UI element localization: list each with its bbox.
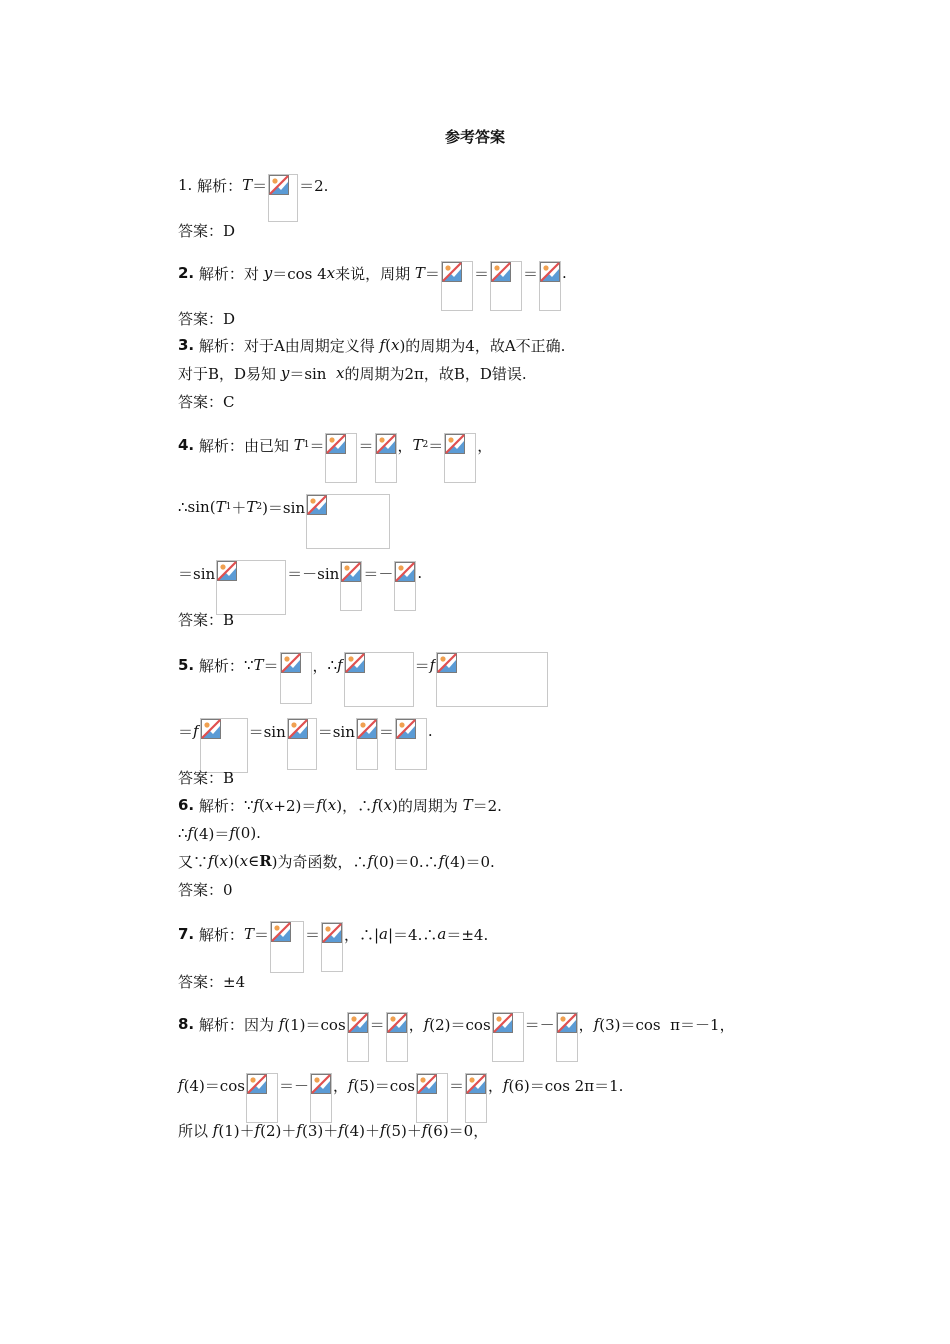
- var-f: f: [253, 796, 260, 814]
- var-x: x: [383, 796, 392, 814]
- text: (: [259, 796, 265, 814]
- therefore-symbol: ∴: [327, 656, 338, 674]
- solution-label: 解析：: [198, 925, 244, 944]
- q2-answer: 答案：D: [178, 309, 236, 328]
- var-T: T: [462, 796, 473, 814]
- formula-image: [356, 718, 378, 770]
- broken-image-icon: [269, 175, 289, 195]
- formula-image: [246, 1073, 278, 1123]
- text: 由已知: [243, 436, 294, 455]
- broken-image-icon: [417, 1074, 437, 1094]
- q3-solution-line: [178, 333, 565, 357]
- var-x: x: [326, 264, 336, 282]
- broken-image-icon: [466, 1074, 486, 1094]
- var-f: f: [208, 852, 214, 870]
- text: .: [417, 564, 423, 582]
- text: .: [427, 722, 433, 740]
- text: ，: [332, 1076, 348, 1095]
- var-T: T: [243, 925, 254, 943]
- var-f: f: [338, 1121, 344, 1139]
- var-T: T: [293, 436, 304, 454]
- text: ＝－: [278, 1076, 309, 1095]
- formula-image: [280, 652, 312, 704]
- text: ＝sin: [317, 722, 355, 741]
- broken-image-icon: [437, 653, 457, 673]
- text: (5)＝cos: [353, 1076, 415, 1095]
- equals: ＝: [424, 264, 440, 283]
- formula-image: [436, 652, 548, 707]
- equals: ＝: [358, 436, 374, 455]
- formula-image: [321, 922, 343, 972]
- var-x: x: [390, 336, 400, 354]
- var-T: T: [253, 656, 264, 674]
- formula-image: [556, 1012, 578, 1062]
- text: |＝4.∴: [388, 925, 438, 944]
- text: (: [377, 796, 384, 814]
- q6-answer: 答案：0: [178, 880, 233, 899]
- text: +2)＝: [273, 796, 317, 815]
- q6-solution-line-2: [178, 821, 261, 845]
- question-number: 7.: [178, 925, 195, 943]
- q2-solution-line: [178, 261, 567, 285]
- q7-solution-line: [178, 922, 488, 946]
- equals: ＝: [428, 436, 444, 455]
- page-title: 参考答案: [444, 128, 505, 146]
- var-f: f: [367, 852, 374, 870]
- text: ＝sin: [248, 722, 286, 741]
- formula-image: [465, 1073, 487, 1123]
- text: )(: [227, 852, 240, 870]
- text: (4)＝0.: [444, 852, 495, 871]
- solution-label: 解析：: [198, 336, 244, 355]
- equals: ＝: [378, 722, 394, 741]
- q3-solution-line-2: [178, 361, 527, 385]
- formula-image: [490, 261, 522, 311]
- formula-image: [340, 561, 362, 611]
- broken-image-icon: [307, 495, 327, 515]
- var-f: f: [438, 852, 445, 870]
- text: ，: [397, 436, 413, 455]
- text: ，: [578, 1015, 594, 1034]
- text: 来说，周期: [335, 264, 415, 283]
- text: (5)＋: [385, 1121, 422, 1140]
- formula-image: [386, 1012, 408, 1062]
- q4-answer: 答案：B: [178, 610, 235, 629]
- text: 所以: [178, 1121, 213, 1140]
- text: (2)＝cos: [429, 1015, 491, 1034]
- q8-solution-line-2: [178, 1073, 623, 1097]
- equals: ＝: [369, 1015, 385, 1034]
- text: )为奇函数，∴: [271, 852, 368, 871]
- subscript: 1: [303, 440, 310, 450]
- text: ＝2.: [472, 796, 502, 815]
- var-f: f: [423, 1015, 430, 1033]
- text: ∈: [248, 852, 260, 870]
- question-number: 3.: [178, 336, 195, 354]
- formula-image: [310, 1073, 332, 1123]
- therefore-symbol: ∴: [178, 824, 188, 842]
- question-number: 6.: [178, 796, 195, 814]
- subscript: 2: [256, 502, 263, 512]
- broken-image-icon: [247, 1074, 267, 1094]
- q6-solution-line-3: [178, 849, 495, 873]
- q3-answer: 答案：C: [178, 392, 235, 411]
- q5-solution-line: [178, 653, 549, 677]
- q5-answer: 答案：B: [178, 768, 235, 787]
- formula-image: [492, 1012, 524, 1062]
- var-f: f: [212, 1121, 219, 1139]
- formula-image: [539, 261, 561, 311]
- formula-image: [395, 718, 427, 770]
- text: )的周期为4，故A不正确.: [399, 336, 566, 355]
- text: ，: [487, 1076, 503, 1095]
- text: (6)＝cos 2π＝1.: [508, 1076, 624, 1095]
- var-y: y: [263, 264, 273, 282]
- text: 的周期为2π，故B，D错误.: [344, 364, 527, 383]
- formula-image: [394, 561, 416, 611]
- formula-image: [270, 921, 304, 973]
- text: )，∴: [336, 796, 373, 815]
- var-T: T: [246, 498, 257, 516]
- broken-image-icon: [348, 1013, 368, 1033]
- text: 又∵: [178, 852, 209, 871]
- text: ＝－: [363, 564, 394, 583]
- text: ＝±4.: [446, 925, 489, 944]
- var-x: x: [239, 852, 249, 870]
- text: (0)＝0.∴: [373, 852, 439, 871]
- subscript: 1: [225, 502, 232, 512]
- var-f: f: [372, 796, 378, 814]
- text: (3)＋: [301, 1121, 339, 1140]
- var-f: f: [502, 1076, 509, 1094]
- q4-solution-line: [178, 433, 492, 457]
- solution-label: 解析：: [198, 796, 244, 815]
- equals: ＝: [473, 264, 489, 283]
- var-f: f: [187, 824, 194, 842]
- formula-image: [375, 433, 397, 483]
- var-f: f: [193, 722, 199, 740]
- var-x: x: [327, 796, 337, 814]
- text: (: [385, 336, 391, 354]
- text: ＝sin: [289, 364, 337, 383]
- formula-image: [287, 718, 317, 770]
- var-f: f: [316, 796, 322, 814]
- q4-solution-line-3: [178, 561, 422, 585]
- broken-image-icon: [387, 1013, 407, 1033]
- var-a: a: [379, 925, 388, 943]
- formula-image: [306, 494, 390, 549]
- var-a: a: [437, 925, 447, 943]
- text: 因为: [243, 1015, 279, 1034]
- q7-answer: 答案：±4: [178, 972, 246, 991]
- var-f: f: [421, 1121, 428, 1139]
- solution-label: 解析：: [198, 1015, 244, 1034]
- broken-image-icon: [396, 719, 416, 739]
- q5-solution-line-2: [178, 719, 433, 743]
- var-f: f: [429, 656, 436, 674]
- text: ，: [408, 1015, 424, 1034]
- text: ，: [312, 656, 328, 675]
- formula-image: [347, 1012, 369, 1062]
- var-x: x: [336, 364, 345, 382]
- question-number: 5.: [178, 656, 195, 674]
- because-symbol: ∵: [243, 796, 254, 814]
- text: (4)＝: [193, 824, 230, 843]
- equals: ＝: [309, 436, 325, 455]
- broken-image-icon: [395, 562, 415, 582]
- real-set: R: [259, 852, 272, 870]
- text: ＋: [231, 498, 247, 517]
- var-f: f: [229, 824, 235, 842]
- broken-image-icon: [326, 434, 346, 454]
- text: ＝sin: [178, 564, 216, 583]
- subscript: 2: [422, 440, 429, 450]
- q1-solution-line: [178, 173, 328, 197]
- text: 对于A由周期定义得: [243, 336, 380, 355]
- q8-solution-line: [178, 1012, 735, 1036]
- equals: ＝: [448, 1076, 464, 1095]
- broken-image-icon: [341, 562, 361, 582]
- text: ＝－: [524, 1015, 555, 1034]
- question-number: 4.: [178, 436, 195, 454]
- var-f: f: [593, 1015, 600, 1033]
- broken-image-icon: [217, 561, 237, 581]
- broken-image-icon: [442, 262, 462, 282]
- broken-image-icon: [288, 719, 308, 739]
- equals: ＝: [304, 925, 320, 944]
- equals: ＝: [252, 176, 268, 195]
- formula-image: [325, 433, 357, 483]
- var-f: f: [178, 1076, 184, 1094]
- solution-label: 解析：: [197, 176, 243, 195]
- question-number: 1.: [178, 176, 193, 194]
- var-f: f: [296, 1121, 302, 1139]
- text: (3)＝cos π＝－1，: [599, 1015, 735, 1034]
- q1-answer: 答案：D: [178, 221, 236, 240]
- text: (4)＋: [343, 1121, 381, 1140]
- broken-image-icon: [493, 1013, 513, 1033]
- broken-image-icon: [445, 434, 465, 454]
- var-x: x: [219, 852, 228, 870]
- text: ∴sin(: [178, 498, 216, 516]
- var-T: T: [412, 436, 423, 454]
- text: (1)＋: [218, 1121, 255, 1140]
- text: (: [321, 796, 328, 814]
- broken-image-icon: [322, 923, 342, 943]
- solution-label: 解析：: [198, 264, 244, 283]
- text: (1)＝cos: [284, 1015, 346, 1034]
- q8-solution-line-3: [178, 1118, 488, 1142]
- var-T: T: [242, 176, 253, 194]
- broken-image-icon: [357, 719, 377, 739]
- text: .: [561, 264, 567, 282]
- equals: ＝: [253, 925, 269, 944]
- text: ＝2.: [299, 176, 329, 195]
- text: (0).: [234, 824, 261, 842]
- broken-image-icon: [311, 1074, 331, 1094]
- formula-image: [344, 652, 414, 707]
- var-f: f: [380, 1121, 386, 1139]
- formula-image: [416, 1073, 448, 1123]
- text: ＝cos 4: [272, 264, 327, 283]
- formula-image: [444, 433, 476, 483]
- text: (2)＋: [260, 1121, 297, 1140]
- broken-image-icon: [201, 719, 221, 739]
- broken-image-icon: [271, 922, 291, 942]
- q6-solution-line: [178, 793, 502, 817]
- formula-image: [268, 174, 298, 222]
- broken-image-icon: [345, 653, 365, 673]
- broken-image-icon: [376, 434, 396, 454]
- var-f: f: [278, 1015, 285, 1033]
- broken-image-icon: [557, 1013, 577, 1033]
- solution-label: 解析：: [198, 436, 244, 455]
- text: (4)＝cos: [183, 1076, 245, 1095]
- var-T: T: [414, 264, 425, 282]
- text: (: [213, 852, 220, 870]
- equals: ＝: [522, 264, 538, 283]
- text: 对: [243, 264, 264, 283]
- text: )＝sin: [262, 498, 306, 517]
- text: )的周期为: [391, 796, 463, 815]
- broken-image-icon: [540, 262, 560, 282]
- var-f: f: [347, 1076, 354, 1094]
- var-f: f: [379, 336, 386, 354]
- text: (6)＝0，: [427, 1121, 489, 1140]
- equals: ＝: [263, 656, 279, 675]
- var-y: y: [280, 364, 290, 382]
- var-x: x: [264, 796, 274, 814]
- var-f: f: [337, 656, 343, 674]
- text: 对于B，D易知: [178, 364, 281, 383]
- broken-image-icon: [491, 262, 511, 282]
- q4-solution-line-2: [178, 495, 391, 519]
- text: ＝－sin: [287, 564, 340, 583]
- equals: ＝: [414, 656, 430, 675]
- text: ，∴|: [343, 925, 380, 944]
- solution-label: 解析：: [198, 656, 244, 675]
- equals: ＝: [178, 722, 194, 741]
- text: ，: [477, 436, 493, 455]
- question-number: 2.: [178, 264, 195, 282]
- because-symbol: ∵: [243, 656, 254, 674]
- broken-image-icon: [281, 653, 301, 673]
- var-f: f: [254, 1121, 261, 1139]
- question-number: 8.: [178, 1015, 195, 1033]
- var-T: T: [215, 498, 226, 516]
- formula-image: [441, 261, 473, 311]
